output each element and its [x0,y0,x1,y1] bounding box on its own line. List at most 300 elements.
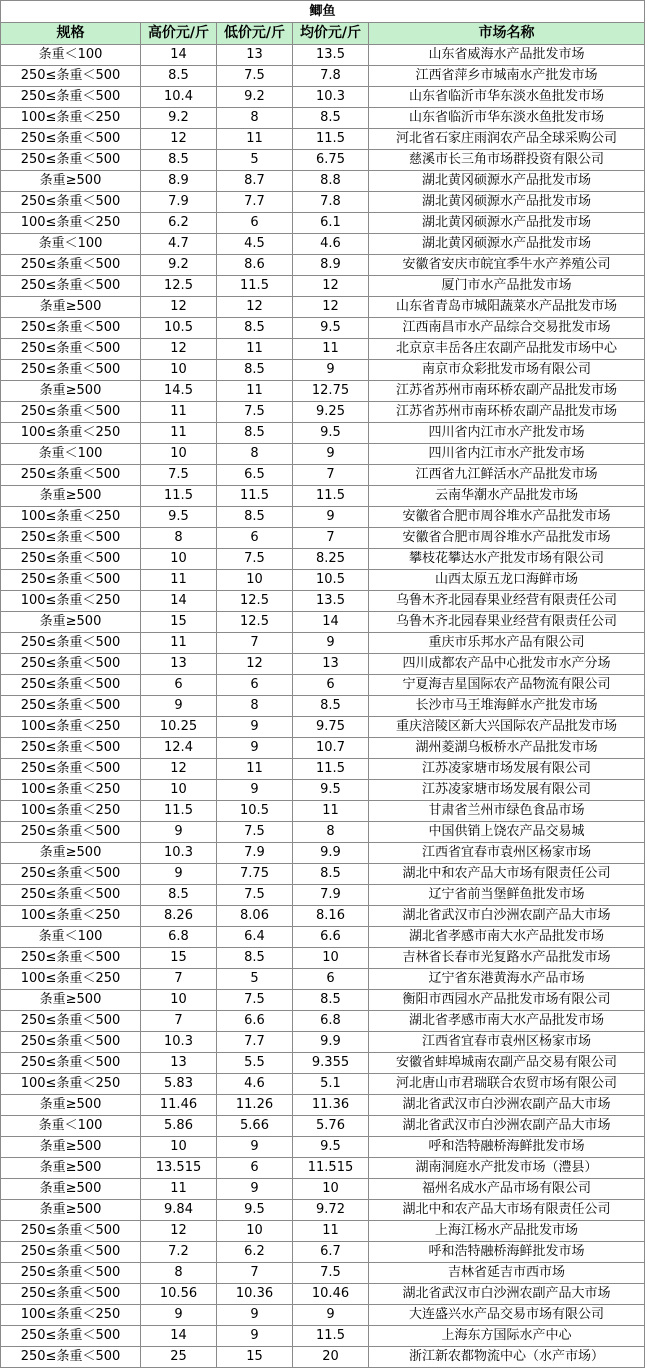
cell-avg-price: 8.5 [293,990,369,1011]
cell-avg-price: 11 [293,801,369,822]
cell-avg-price: 11.5 [293,486,369,507]
cell-avg-price: 6.7 [293,1242,369,1263]
table-row [1,318,645,339]
table-row [1,633,645,654]
cell-spec: 250≤条重＜500 [1,1326,141,1347]
cell-spec: 250≤条重＜500 [1,66,141,87]
table-row [1,528,645,549]
table-row [1,801,645,822]
cell-low-price: 6 [217,675,293,696]
cell-low-price: 12 [217,654,293,675]
cell-avg-price: 9.72 [293,1200,369,1221]
cell-high-price: 11.5 [141,486,217,507]
cell-low-price: 12.5 [217,591,293,612]
cell-market-name: 安徽省安庆市皖宜季牛水产养殖公司 [369,255,645,276]
cell-high-price: 9.2 [141,108,217,129]
cell-high-price: 12 [141,297,217,318]
cell-market-name: 山东省临沂市华东淡水鱼批发市场 [369,108,645,129]
cell-spec: 250≤条重＜500 [1,129,141,150]
header-avg-price: 均价元/斤 [293,23,369,45]
cell-high-price: 15 [141,948,217,969]
cell-low-price: 7 [217,633,293,654]
cell-spec: 条重≥500 [1,1137,141,1158]
cell-high-price: 9.84 [141,1200,217,1221]
cell-avg-price: 11 [293,1221,369,1242]
cell-avg-price: 7 [293,465,369,486]
table-row [1,1074,645,1095]
cell-high-price: 7.9 [141,192,217,213]
cell-low-price: 7.7 [217,192,293,213]
cell-low-price: 9 [217,1179,293,1200]
table-row [1,780,645,801]
cell-spec: 条重≥500 [1,171,141,192]
cell-low-price: 9 [217,1305,293,1326]
cell-spec: 250≤条重＜500 [1,948,141,969]
cell-avg-price: 14 [293,612,369,633]
cell-high-price: 15 [141,612,217,633]
cell-market-name: 江西省九江鲜活水产品批发市场 [369,465,645,486]
cell-market-name: 湖北省武汉市白沙洲农副产品大市场 [369,1095,645,1116]
cell-avg-price: 10.5 [293,570,369,591]
cell-spec: 250≤条重＜500 [1,654,141,675]
cell-avg-price: 9 [293,633,369,654]
table-row [1,507,645,528]
cell-avg-price: 9.5 [293,780,369,801]
table-row [1,276,645,297]
cell-high-price: 13.515 [141,1158,217,1179]
cell-spec: 100≤条重＜250 [1,801,141,822]
cell-high-price: 10.3 [141,843,217,864]
cell-market-name: 湖北省孝感市南大水产品批发市场 [369,1011,645,1032]
table-body [1,45,645,1368]
cell-market-name: 慈溪市长三角市场群投资有限公司 [369,150,645,171]
cell-low-price: 6.4 [217,927,293,948]
cell-high-price: 7.5 [141,465,217,486]
cell-market-name: 湖北黄冈硕源水产品批发市场 [369,171,645,192]
cell-spec: 250≤条重＜500 [1,738,141,759]
cell-avg-price: 6.6 [293,927,369,948]
table-row [1,213,645,234]
cell-market-name: 江西省萍乡市城南水产批发市场 [369,66,645,87]
cell-high-price: 14 [141,1326,217,1347]
cell-high-price: 8.5 [141,885,217,906]
cell-high-price: 8 [141,1263,217,1284]
cell-market-name: 湖北省武汉市白沙洲农副产品大市场 [369,1116,645,1137]
cell-low-price: 5.5 [217,1053,293,1074]
cell-avg-price: 8.9 [293,255,369,276]
table-row [1,1347,645,1368]
cell-market-name: 衡阳市西园水产品批发市场有限公司 [369,990,645,1011]
cell-market-name: 湖北黄冈硕源水产品批发市场 [369,234,645,255]
cell-market-name: 河北唐山市君瑞联合农贸市场有限公司 [369,1074,645,1095]
cell-low-price: 9.2 [217,87,293,108]
cell-low-price: 7.7 [217,1032,293,1053]
table-row [1,297,645,318]
cell-spec: 条重≥500 [1,1158,141,1179]
table-row [1,234,645,255]
cell-low-price: 11 [217,381,293,402]
cell-low-price: 7.5 [217,885,293,906]
table-row [1,1137,645,1158]
table-row [1,1284,645,1305]
cell-high-price: 11 [141,423,217,444]
cell-spec: 250≤条重＜500 [1,1221,141,1242]
cell-high-price: 14 [141,45,217,66]
cell-avg-price: 6 [293,675,369,696]
cell-spec: 250≤条重＜500 [1,528,141,549]
cell-high-price: 11 [141,402,217,423]
cell-spec: 250≤条重＜500 [1,255,141,276]
cell-low-price: 11.5 [217,276,293,297]
cell-spec: 条重≥500 [1,1179,141,1200]
cell-low-price: 9 [217,1326,293,1347]
cell-low-price: 7.75 [217,864,293,885]
cell-spec: 250≤条重＜500 [1,885,141,906]
cell-high-price: 13 [141,1053,217,1074]
cell-avg-price: 10 [293,1179,369,1200]
cell-high-price: 7 [141,969,217,990]
cell-low-price: 9 [217,717,293,738]
cell-avg-price: 13 [293,654,369,675]
cell-low-price: 8.6 [217,255,293,276]
cell-spec: 条重≥500 [1,1200,141,1221]
cell-market-name: 山东省威海水产品批发市场 [369,45,645,66]
table-row [1,1011,645,1032]
cell-spec: 250≤条重＜500 [1,1032,141,1053]
cell-spec: 250≤条重＜500 [1,549,141,570]
cell-market-name: 乌鲁木齐北园春果业经营有限责任公司 [369,612,645,633]
cell-avg-price: 7 [293,528,369,549]
cell-market-name: 福州名成水产品市场有限公司 [369,1179,645,1200]
cell-high-price: 10.25 [141,717,217,738]
cell-spec: 250≤条重＜500 [1,1242,141,1263]
table-row [1,1200,645,1221]
cell-avg-price: 11.36 [293,1095,369,1116]
cell-low-price: 10.5 [217,801,293,822]
cell-spec: 250≤条重＜500 [1,864,141,885]
cell-spec: 100≤条重＜250 [1,423,141,444]
table-row [1,465,645,486]
cell-market-name: 湖南洞庭水产批发市场（澧县） [369,1158,645,1179]
cell-market-name: 南京市众彩批发市场有限公司 [369,360,645,381]
cell-high-price: 8.26 [141,906,217,927]
cell-low-price: 7.5 [217,822,293,843]
cell-high-price: 12.4 [141,738,217,759]
cell-avg-price: 9.75 [293,717,369,738]
table-row [1,1221,645,1242]
cell-market-name: 湖北黄冈硕源水产品批发市场 [369,192,645,213]
table-row [1,759,645,780]
table-row [1,402,645,423]
cell-market-name: 湖北中和农产品大市场有限责任公司 [369,864,645,885]
cell-low-price: 7.5 [217,549,293,570]
cell-market-name: 呼和浩特融桥海鲜批发市场 [369,1242,645,1263]
cell-low-price: 13 [217,45,293,66]
cell-market-name: 上海江杨水产品批发市场 [369,1221,645,1242]
cell-spec: 250≤条重＜500 [1,675,141,696]
cell-market-name: 宁夏海吉星国际农产品物流有限公司 [369,675,645,696]
cell-low-price: 7.5 [217,66,293,87]
cell-avg-price: 9.9 [293,843,369,864]
cell-market-name: 云南华潮水产品批发市场 [369,486,645,507]
cell-avg-price: 6.1 [293,213,369,234]
cell-market-name: 辽宁省东港黄海水产品市场 [369,969,645,990]
header-spec: 规格 [1,23,141,45]
cell-high-price: 11.46 [141,1095,217,1116]
cell-spec: 条重≥500 [1,381,141,402]
cell-market-name: 湖北黄冈硕源水产品批发市场 [369,213,645,234]
cell-spec: 条重＜100 [1,234,141,255]
table-row [1,1179,645,1200]
cell-spec: 250≤条重＜500 [1,192,141,213]
cell-avg-price: 20 [293,1347,369,1368]
cell-spec: 250≤条重＜500 [1,1053,141,1074]
cell-spec: 条重＜100 [1,1116,141,1137]
cell-high-price: 8.5 [141,150,217,171]
cell-market-name: 甘肃省兰州市绿色食品市场 [369,801,645,822]
table-row [1,570,645,591]
cell-low-price: 11 [217,759,293,780]
cell-market-name: 江西南昌市水产品综合交易批发市场 [369,318,645,339]
cell-market-name: 湖北省武汉市白沙洲农副产品大市场 [369,1284,645,1305]
cell-low-price: 8 [217,108,293,129]
cell-spec: 250≤条重＜500 [1,276,141,297]
cell-low-price: 11 [217,339,293,360]
cell-high-price: 10 [141,990,217,1011]
cell-spec: 250≤条重＜500 [1,360,141,381]
cell-low-price: 11.5 [217,486,293,507]
cell-avg-price: 10 [293,948,369,969]
table-row [1,1263,645,1284]
cell-avg-price: 8.16 [293,906,369,927]
cell-market-name: 长沙市马王堆海鲜水产批发市场 [369,696,645,717]
cell-market-name: 四川省内江市水产批发市场 [369,444,645,465]
table-row [1,717,645,738]
table-row [1,612,645,633]
cell-spec: 条重＜100 [1,444,141,465]
cell-avg-price: 5.1 [293,1074,369,1095]
cell-high-price: 4.7 [141,234,217,255]
cell-avg-price: 11 [293,339,369,360]
cell-avg-price: 8.8 [293,171,369,192]
table-row [1,654,645,675]
cell-high-price: 11 [141,633,217,654]
cell-high-price: 5.86 [141,1116,217,1137]
cell-spec: 100≤条重＜250 [1,969,141,990]
cell-avg-price: 8 [293,822,369,843]
table-row [1,87,645,108]
table-row [1,108,645,129]
cell-low-price: 5 [217,150,293,171]
cell-low-price: 8.06 [217,906,293,927]
cell-high-price: 7.2 [141,1242,217,1263]
cell-market-name: 四川成都农产品中心批发市水产分场 [369,654,645,675]
cell-market-name: 大连盛兴水产品交易市场有限公司 [369,1305,645,1326]
cell-avg-price: 7.5 [293,1263,369,1284]
cell-high-price: 14 [141,591,217,612]
cell-avg-price: 12 [293,297,369,318]
cell-high-price: 7 [141,1011,217,1032]
cell-market-name: 江西省宜春市袁州区杨家市场 [369,843,645,864]
cell-spec: 条重≥500 [1,990,141,1011]
cell-low-price: 7.9 [217,843,293,864]
cell-high-price: 9.2 [141,255,217,276]
cell-avg-price: 11.5 [293,759,369,780]
cell-avg-price: 6.8 [293,1011,369,1032]
cell-avg-price: 10.46 [293,1284,369,1305]
cell-avg-price: 10.3 [293,87,369,108]
cell-low-price: 4.5 [217,234,293,255]
cell-market-name: 重庆市乐邦水产品有限公司 [369,633,645,654]
cell-low-price: 8.5 [217,507,293,528]
cell-low-price: 9 [217,738,293,759]
cell-low-price: 9.5 [217,1200,293,1221]
cell-avg-price: 13.5 [293,45,369,66]
table-row [1,696,645,717]
cell-low-price: 8.5 [217,318,293,339]
cell-high-price: 8.5 [141,66,217,87]
cell-spec: 条重≥500 [1,297,141,318]
cell-high-price: 12 [141,1221,217,1242]
cell-spec: 250≤条重＜500 [1,570,141,591]
cell-high-price: 25 [141,1347,217,1368]
cell-low-price: 15 [217,1347,293,1368]
cell-high-price: 12 [141,759,217,780]
cell-low-price: 11 [217,129,293,150]
table-row [1,549,645,570]
cell-avg-price: 5.76 [293,1116,369,1137]
cell-low-price: 9 [217,1137,293,1158]
table-row [1,990,645,1011]
table-row [1,129,645,150]
cell-spec: 250≤条重＜500 [1,1263,141,1284]
cell-market-name: 山西太原五龙口海鲜市场 [369,570,645,591]
table-row [1,150,645,171]
cell-market-name: 安徽省合肥市周谷堆水产品批发市场 [369,507,645,528]
table-row [1,1326,645,1347]
cell-market-name: 吉林省延吉市西市场 [369,1263,645,1284]
cell-low-price: 6.5 [217,465,293,486]
cell-market-name: 湖州菱湖乌板桥水产品批发市场 [369,738,645,759]
cell-high-price: 12.5 [141,276,217,297]
cell-avg-price: 12 [293,276,369,297]
cell-spec: 250≤条重＜500 [1,339,141,360]
cell-market-name: 江西省宜春市袁州区杨家市场 [369,1032,645,1053]
header-high-price: 高价元/斤 [141,23,217,45]
cell-avg-price: 11.5 [293,1326,369,1347]
cell-spec: 条重＜100 [1,45,141,66]
cell-low-price: 10.36 [217,1284,293,1305]
cell-high-price: 10.5 [141,318,217,339]
cell-avg-price: 8.5 [293,108,369,129]
cell-high-price: 8.9 [141,171,217,192]
cell-spec: 条重＜100 [1,927,141,948]
cell-spec: 100≤条重＜250 [1,507,141,528]
cell-market-name: 江苏凌家塘市场发展有限公司 [369,780,645,801]
cell-market-name: 安徽省蚌埠城南农副产品交易有限公司 [369,1053,645,1074]
cell-avg-price: 8.25 [293,549,369,570]
cell-avg-price: 9.355 [293,1053,369,1074]
cell-market-name: 攀枝花攀达水产批发市场有限公司 [369,549,645,570]
cell-high-price: 10 [141,1137,217,1158]
cell-spec: 100≤条重＜250 [1,1305,141,1326]
cell-spec: 100≤条重＜250 [1,213,141,234]
table-row [1,948,645,969]
header-low-price: 低价元/斤 [217,23,293,45]
cell-high-price: 5.83 [141,1074,217,1095]
cell-high-price: 9 [141,864,217,885]
cell-high-price: 9 [141,696,217,717]
table-row [1,339,645,360]
cell-avg-price: 8.5 [293,864,369,885]
table-row [1,927,645,948]
cell-spec: 100≤条重＜250 [1,1074,141,1095]
table-row [1,171,645,192]
cell-low-price: 8.5 [217,948,293,969]
cell-avg-price: 9.5 [293,318,369,339]
header-row [1,23,645,45]
table-row [1,360,645,381]
table-row [1,1116,645,1137]
cell-market-name: 安徽省合肥市周谷堆水产品批发市场 [369,528,645,549]
cell-low-price: 11.26 [217,1095,293,1116]
table-row [1,486,645,507]
cell-high-price: 9.5 [141,507,217,528]
cell-avg-price: 10.7 [293,738,369,759]
cell-avg-price: 9.5 [293,423,369,444]
cell-low-price: 7.5 [217,990,293,1011]
cell-low-price: 4.6 [217,1074,293,1095]
cell-spec: 100≤条重＜250 [1,717,141,738]
cell-high-price: 9 [141,822,217,843]
cell-spec: 条重≥500 [1,843,141,864]
cell-avg-price: 9 [293,507,369,528]
cell-low-price: 6.6 [217,1011,293,1032]
cell-avg-price: 13.5 [293,591,369,612]
cell-avg-price: 9 [293,360,369,381]
cell-market-name: 北京京丰岳各庄农副产品批发市场中心 [369,339,645,360]
table-row [1,822,645,843]
cell-market-name: 厦门市水产品批发市场 [369,276,645,297]
cell-low-price: 6 [217,528,293,549]
cell-spec: 250≤条重＜500 [1,87,141,108]
cell-market-name: 江苏省苏州市南环桥农副产品批发市场 [369,402,645,423]
table-row [1,192,645,213]
cell-market-name: 中国供销上饶农产品交易城 [369,822,645,843]
title-row [1,1,645,23]
cell-market-name: 河北省石家庄雨润农产品全球采购公司 [369,129,645,150]
cell-market-name: 乌鲁木齐北园春果业经营有限责任公司 [369,591,645,612]
cell-market-name: 浙江新农都物流中心（水产市场） [369,1347,645,1368]
cell-spec: 100≤条重＜250 [1,780,141,801]
table-row [1,444,645,465]
cell-high-price: 9 [141,1305,217,1326]
cell-market-name: 江苏省苏州市南环桥农副产品批发市场 [369,381,645,402]
cell-avg-price: 6.75 [293,150,369,171]
cell-avg-price: 4.6 [293,234,369,255]
cell-avg-price: 8.5 [293,696,369,717]
cell-avg-price: 9 [293,444,369,465]
table-row [1,843,645,864]
cell-low-price: 10 [217,570,293,591]
cell-spec: 250≤条重＜500 [1,465,141,486]
cell-low-price: 8.5 [217,360,293,381]
table-row [1,1242,645,1263]
cell-spec: 100≤条重＜250 [1,108,141,129]
cell-low-price: 5.66 [217,1116,293,1137]
cell-low-price: 6 [217,213,293,234]
cell-spec: 100≤条重＜250 [1,906,141,927]
